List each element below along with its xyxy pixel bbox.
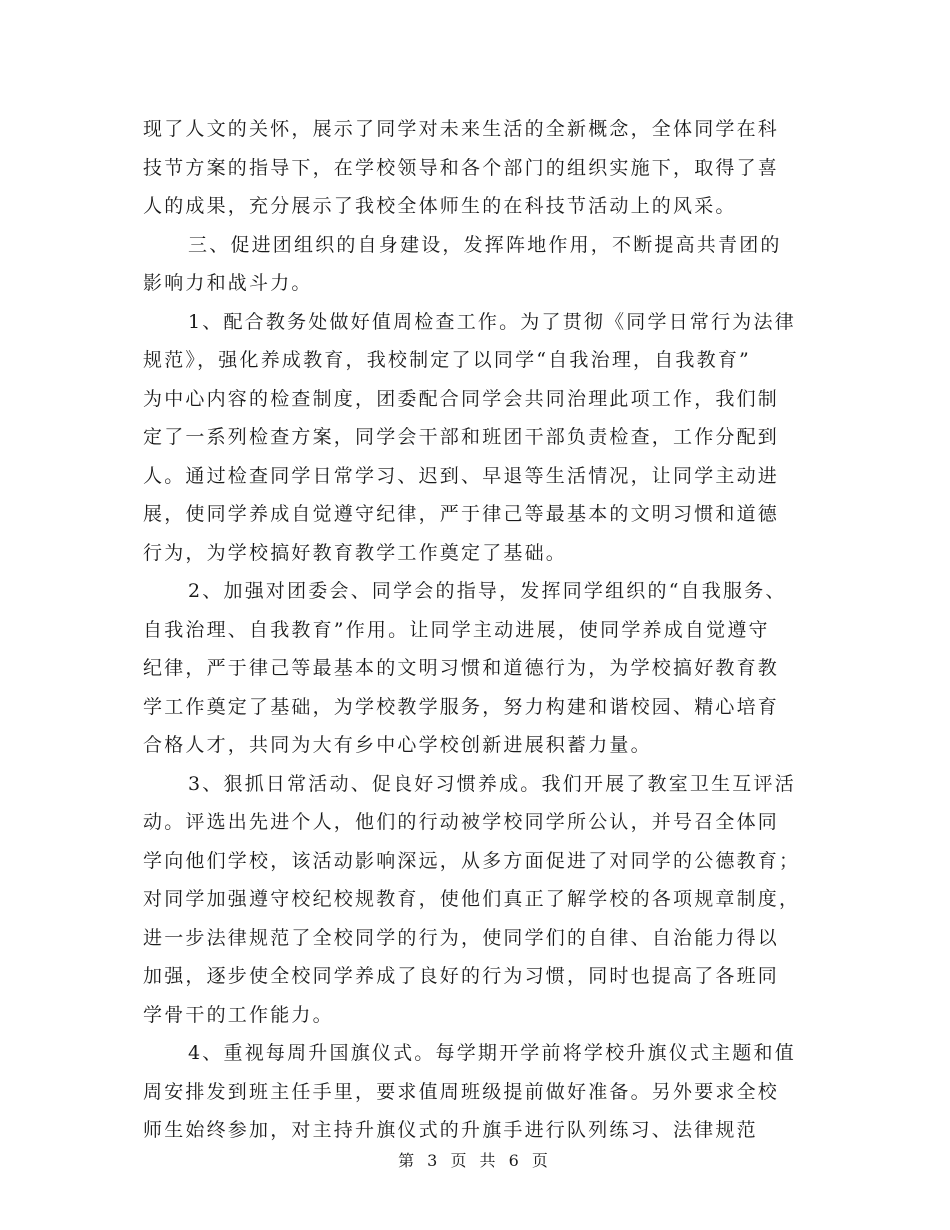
paragraph-start-line: 3、狠抓日常活动、促良好习惯养成。我们开展了教室卫生互评活 — [188, 772, 796, 795]
section-heading-line: 影响力和战斗力。 — [143, 272, 313, 294]
text-line: 现了人文的关怀，展示了同学对未来生活的全新概念，全体同学在科 — [143, 118, 780, 140]
text-line: 展，使同学养成自觉遵守纪律，严于律己等最基本的文明习惯和道德 — [143, 503, 780, 525]
text-line: 动。评选出先进个人，他们的行动被学校同学所公认，并号召全体同 — [143, 811, 780, 833]
paragraph-start-line: 2、加强对团委会、同学会的指导，发挥同学组织的“自我服务、 — [188, 580, 787, 602]
document-body — [143, 110, 808, 1150]
text-line: 学骨干的工作能力。 — [143, 1003, 334, 1026]
text-line: 为中心内容的检查制度，团委配合同学会共同治理此项工作，我们制 — [143, 387, 780, 410]
text-line: 行为，为学校搞好教育教学工作奠定了基础。 — [143, 541, 568, 564]
paragraph-start-line: 1、配合教务处做好值周检查工作。为了贯彻《同学日常行为法律 — [188, 310, 796, 333]
text-line: 周安排发到班主任手里，要求值周班级提前做好准备。另外要求全校 — [143, 1080, 780, 1103]
text-line: 合格人才，共同为大有乡中心学校创新进展积蓄力量。 — [143, 734, 652, 756]
text-line: 技节方案的指导下，在学校领导和各个部门的组织实施下，取得了喜 — [143, 156, 780, 179]
text-line: 加强，逐步使全校同学养成了良好的行为习惯，同时也提高了各班同 — [143, 965, 780, 987]
text-line: 人。通过检查同学日常学习、迟到、早退等生活情况，让同学主动进 — [143, 464, 780, 487]
section-heading-line: 三、促进团组织的自身建设，发挥阵地作用，不断提高共青团的 — [188, 233, 782, 256]
paragraph-start-line: 4、重视每周升国旗仪式。每学期开学前将学校升旗仪式主题和值 — [188, 1042, 796, 1064]
text-line: 师生始终参加，对主持升旗仪式的升旗手进行队列练习、法律规范 — [143, 1119, 758, 1141]
text-line: 人的成果，充分展示了我校全体师生的在科技节活动上的风采。 — [143, 195, 737, 217]
page-number-footer: 第 3 页 共 6 页 — [398, 1151, 552, 1170]
text-line: 自我治理、自我教育”作用。让同学主动进展，使同学养成自觉遵守 — [143, 618, 770, 641]
text-line: 规范》，强化养成教育，我校制定了以同学“自我治理，自我教育” — [143, 349, 751, 371]
text-line: 定了一系列检查方案，同学会干部和班团干部负责检查，工作分配到 — [143, 426, 780, 448]
text-line: 进一步法律规范了全校同学的行为，使同学们的自律、自治能力得以 — [143, 926, 780, 949]
text-line: 学向他们学校，该活动影响深远，从多方面促进了对同学的公德教育； — [143, 849, 801, 872]
text-line: 学工作奠定了基础，为学校教学服务，努力构建和谐校园、精心培育 — [143, 695, 780, 718]
text-line: 对同学加强遵守校纪校规教育，使他们真正了解学校的各项规章制度， — [143, 888, 801, 910]
text-line: 纪律，严于律己等最基本的文明习惯和道德行为，为学校搞好教育教 — [143, 657, 780, 679]
